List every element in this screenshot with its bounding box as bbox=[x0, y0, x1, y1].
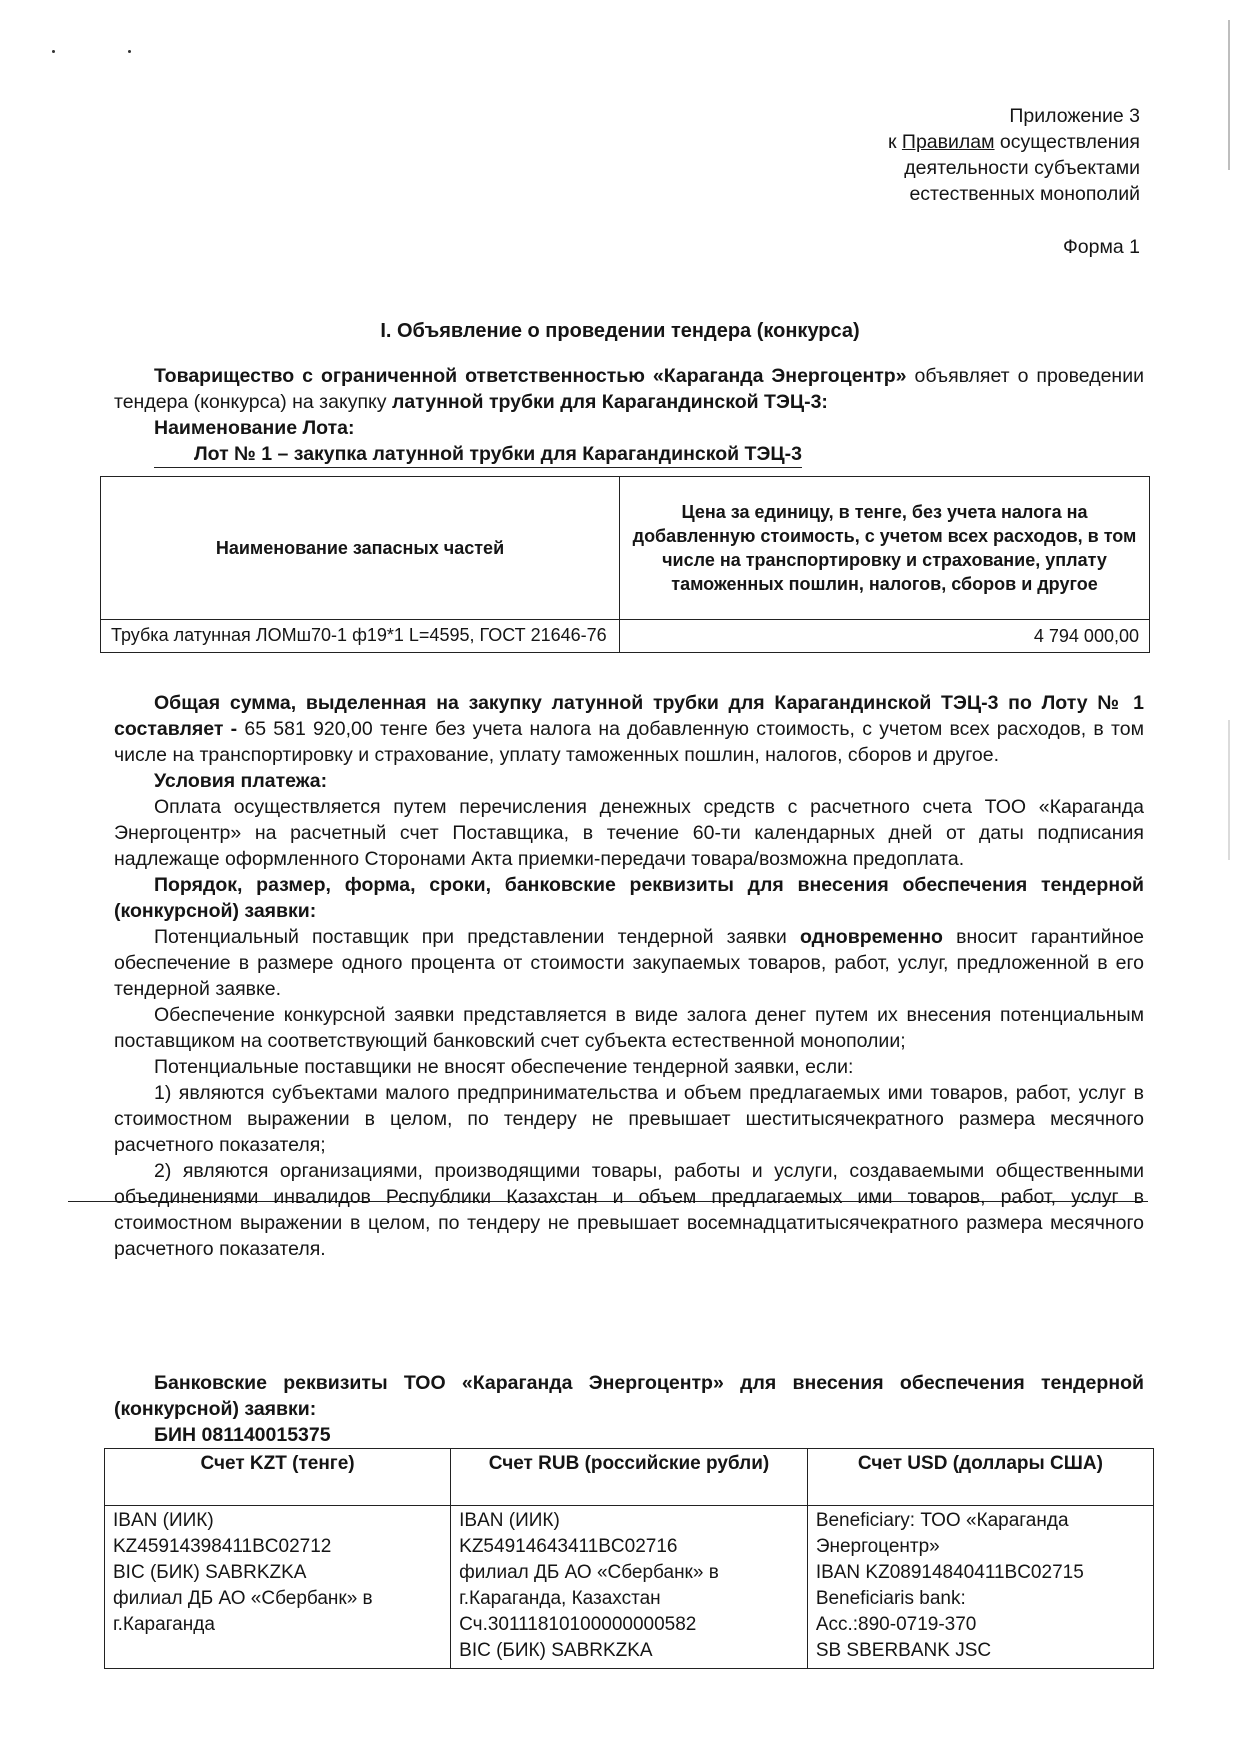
column-header-part-name: Наименование запасных частей bbox=[101, 477, 620, 620]
lot-table bbox=[100, 476, 1150, 653]
column-header-kzt: Счет KZT (тенге) bbox=[105, 1449, 451, 1506]
appendix-line: деятельности субъектами bbox=[904, 157, 1140, 179]
scan-edge-mark bbox=[1228, 20, 1230, 170]
security-paragraph: Потенциальный поставщик при представлении тендерной заявки одновременно вносит гарантийное обеспечение в размере одного процента от стоимости закупаемых товаров, работ, услуг, предложенной в его тендерной заявке. bbox=[114, 926, 1144, 1000]
appendix-line: к Правилам осуществления bbox=[887, 131, 1140, 153]
appendix-line: естественных монополий bbox=[909, 183, 1140, 205]
column-header-rub: Счет RUB (российские рубли) bbox=[451, 1449, 808, 1506]
table-row bbox=[105, 1506, 1154, 1669]
rules-link[interactable]: Правилам bbox=[901, 131, 995, 153]
total-amount-paragraph: Общая сумма, выделенная на закупку латунной трубки для Карагандинской ТЭЦ-3 по Лоту № 1 составляет - 65 581 920,00 тенге без учета налога на добавленную стоимость, с учетом всех расходов, в том числе на транспортировку и страхование, уплату таможенных пошлин, налогов, сборов и другое. bbox=[114, 692, 1144, 766]
table-header-row bbox=[101, 477, 1150, 620]
lot-name-label: Наименование Лота: bbox=[154, 417, 355, 439]
intro-paragraph: Товарищество с ограниченной ответственностью «Караганда Энергоцентр» объявляет о проведении тендера (конкурса) на закупку латунной трубки для Карагандинской ТЭЦ-3: bbox=[114, 365, 1144, 413]
security-paragraph: Обеспечение конкурсной заявки представляется в виде залога денег путем их внесения потенциальным поставщиком на соответствующий банковский счет субъекта естественной монополии; bbox=[114, 1004, 1144, 1052]
form-number: Форма 1 bbox=[1062, 236, 1140, 258]
appendix-line: Приложение 3 bbox=[1009, 105, 1140, 127]
exemption-item: 2) являются организациями, производящими товары, работы и услуги, создаваемыми общественными объединениями инвалидов Республики Казахстан и объем предлагаемых ими товаров, работ, услуг в стоимостном выражении в целом, по тендеру не превышает восемнадцатитысячекратного размера месячного расчетного показателя. bbox=[114, 1160, 1144, 1260]
exemption-item: 1) являются субъектами малого предпринимательства и объем предлагаемых ими товаров, работ, услуг в стоимостном выражении в целом, по тендеру не превышает шеститысячекратного размера месячного расчетного показателя; bbox=[114, 1082, 1144, 1156]
table-row bbox=[101, 620, 1150, 653]
total-amount: 65 581 920,00 bbox=[237, 718, 380, 740]
security-label: Порядок, размер, форма, сроки, банковские реквизиты для внесения обеспечения тендерной (конкурсной) заявки: bbox=[114, 874, 1144, 922]
page-title: I. Объявление о проведении тендера (конкурса) bbox=[380, 320, 860, 342]
bank-details-label: Банковские реквизиты ТОО «Караганда Энергоцентр» для внесения обеспечения тендерной (конкурсной) заявки: bbox=[114, 1372, 1144, 1420]
company-name: Товарищество с ограниченной ответственностью «Караганда Энергоцентр» bbox=[154, 365, 907, 387]
rub-account-cell: IBAN (ИИК) KZ54914643411BC02716 филиал ДБ АО «Сбербанк» в г.Караганда, Казахстан Сч.30111810100000000582 BIC (БИК) SABRKZKA bbox=[451, 1506, 808, 1669]
appendix-header bbox=[888, 103, 1140, 207]
bank-accounts-table bbox=[104, 1448, 1154, 1669]
scan-edge-mark bbox=[1228, 720, 1230, 860]
payment-terms-label: Условия платежа: bbox=[154, 770, 328, 792]
part-name-cell: Трубка латунная ЛОМш70-1 ф19*1 L=4595, ГОСТ 21646-76 bbox=[101, 620, 620, 653]
column-header-unit-price: Цена за единицу, в тенге, без учета налога на добавленную стоимость, с учетом всех расходов, в том числе на транспортировку и страхование, уплату таможенных пошлин, налогов, сборов и другое bbox=[620, 477, 1150, 620]
bank-section bbox=[114, 1370, 1144, 1448]
unit-price-cell: 4 794 000,00 bbox=[620, 620, 1150, 653]
conditions-section bbox=[114, 690, 1144, 1262]
scan-dot bbox=[128, 50, 131, 53]
intro-section bbox=[114, 363, 1144, 468]
lot-title: Лот № 1 – закупка латунной трубки для Карагандинской ТЭЦ-3 bbox=[114, 441, 1144, 468]
bin-number: БИН 081140015375 bbox=[154, 1424, 331, 1446]
security-paragraph: Потенциальные поставщики не вносят обеспечение тендерной заявки, если: bbox=[154, 1056, 854, 1078]
table-header-row bbox=[105, 1449, 1154, 1506]
kzt-account-cell: IBAN (ИИК) KZ45914398411BC02712 BIC (БИК) SABRKZKA филиал ДБ АО «Сбербанк» в г.Караганда bbox=[105, 1506, 451, 1669]
column-header-usd: Счет USD (доллары США) bbox=[807, 1449, 1153, 1506]
purchase-subject: латунной трубки для Карагандинской ТЭЦ-3: bbox=[391, 391, 828, 413]
usd-account-cell: Beneficiary: ТОО «Караганда Энергоцентр» IBAN KZ08914840411BC02715 Beneficiaris bank: Acc.:890-0719-370 SB SBERBANK JSC bbox=[807, 1506, 1153, 1669]
scan-dot bbox=[52, 50, 55, 53]
payment-terms-text: Оплата осуществляется путем перечисления денежных средств с расчетного счета ТОО «Караганда Энергоцентр» на расчетный счет Поставщика, в течение 60-ти календарных дней от даты подписания надлежаще оформленного Сторонами Акта приемки-передачи товара/возможна предоплата. bbox=[114, 796, 1144, 870]
